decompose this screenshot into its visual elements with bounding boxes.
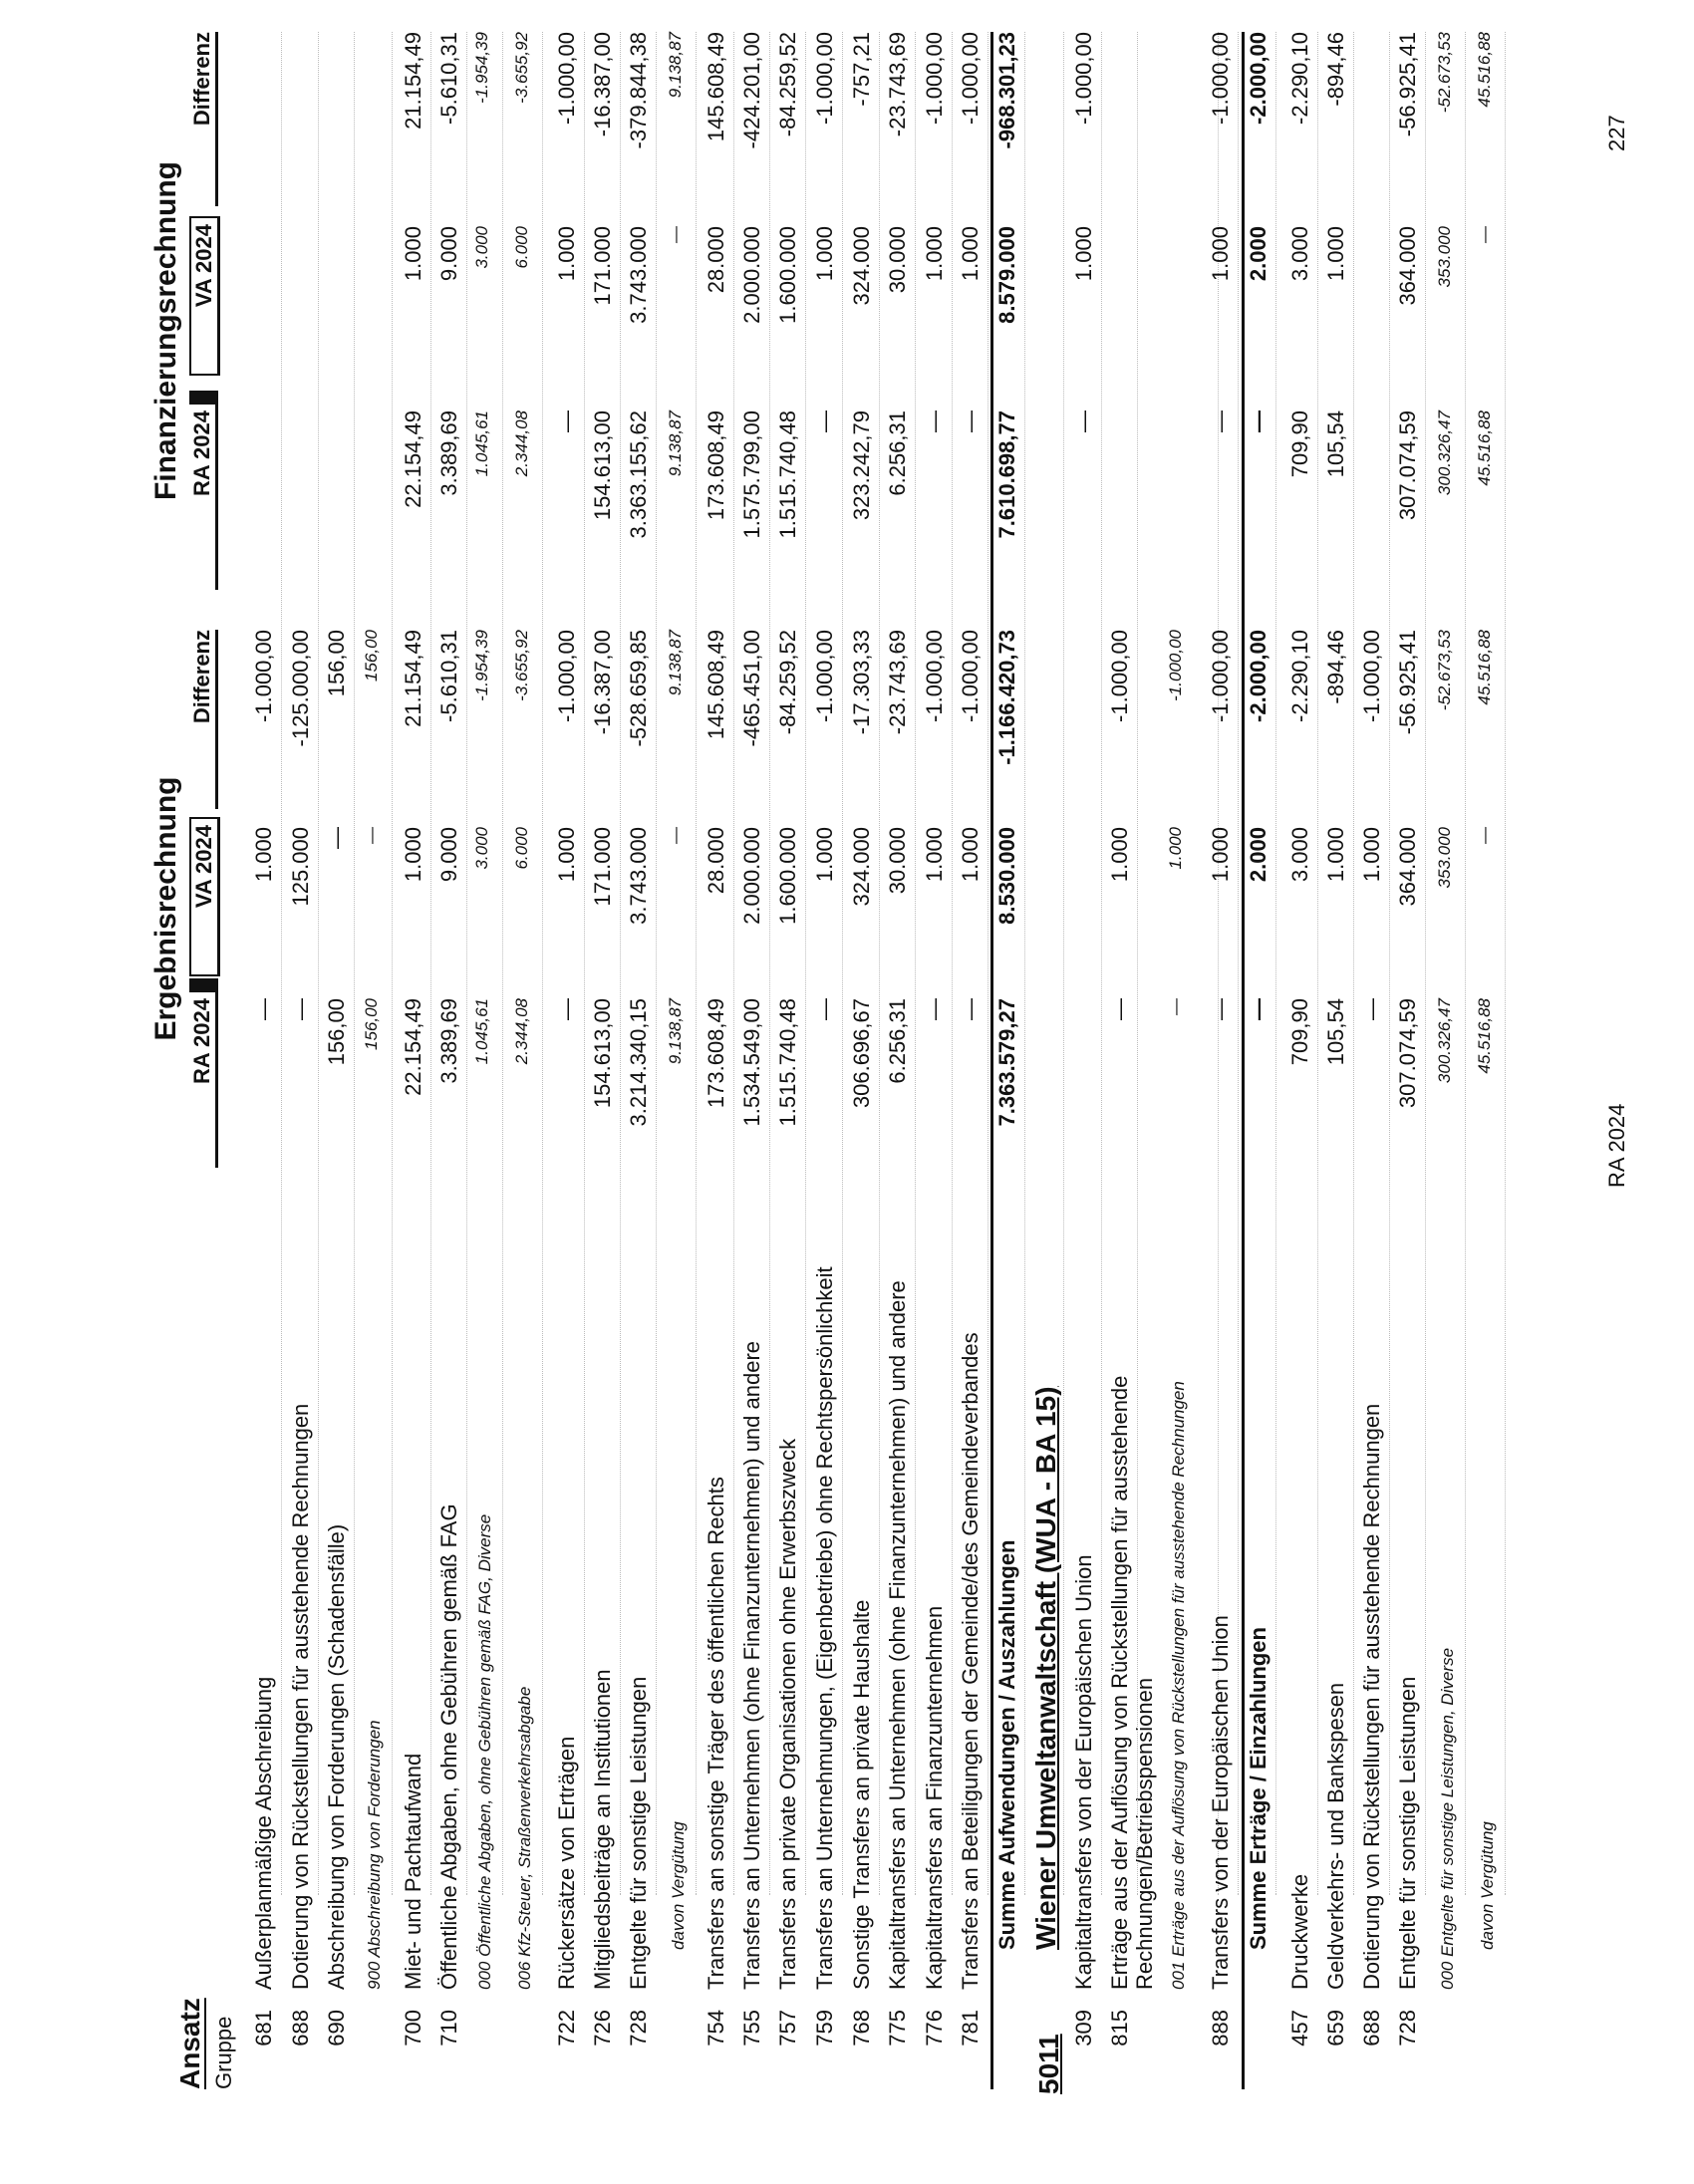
row-code: 690 [324, 2010, 349, 2047]
cell-f-diff: -894,46 [1323, 32, 1348, 107]
cell-e-ra: 1.534.549,00 [739, 998, 764, 1127]
cell-f-va: 171.000 [590, 226, 615, 306]
cell-f-va: 2.000.000 [739, 226, 764, 324]
cell-f-va: 1.000 [1208, 226, 1233, 282]
cell-e-diff: -1.166.420,73 [994, 630, 1019, 765]
finanzierungsrechnung-heading: Finanzierungsrechnung [149, 160, 182, 501]
row-code: 755 [739, 2010, 764, 2047]
row-code: 768 [849, 2010, 874, 2047]
row-code: 759 [812, 2010, 837, 2047]
cell-f-va: 6.000 [512, 226, 531, 269]
cell-f-va: 9.000 [436, 226, 461, 282]
cell-e-va: 171.000 [590, 827, 615, 907]
row-code: 776 [922, 2010, 947, 2047]
cell-f-va: 3.000 [472, 226, 491, 269]
cell-e-ra: — [1246, 998, 1270, 1020]
cell-e-ra: 154.613,00 [590, 998, 615, 1109]
row-rule [502, 32, 503, 1895]
cell-f-diff: -1.954,39 [472, 32, 491, 104]
row-label: davon Vergütung [669, 1821, 688, 1950]
row-rule [769, 32, 770, 1895]
cell-f-diff: -23.743,69 [885, 32, 910, 137]
ansatz-heading: Ansatz [174, 1998, 205, 2089]
row-rule [620, 32, 621, 1895]
row-label: davon Vergütung [1478, 1821, 1497, 1950]
cell-e-va: 1.000 [401, 827, 425, 883]
cell-f-ra: 307.074,59 [1395, 410, 1420, 521]
row-rule [466, 32, 467, 1895]
cell-f-va: 1.000 [401, 226, 425, 282]
row-code: 728 [626, 2010, 651, 2047]
cell-f-va: 1.000 [1071, 226, 1096, 282]
cell-e-diff: -1.000,00 [1208, 630, 1233, 722]
cell-f-va: 324.000 [849, 226, 874, 306]
cell-f-diff: -2.290,10 [1287, 32, 1312, 125]
cell-e-diff: -1.000,00 [1107, 630, 1132, 722]
cell-f-ra: 300.326,47 [1435, 410, 1454, 496]
cell-e-va: — [362, 827, 381, 844]
cell-e-va: — [1475, 827, 1494, 844]
cell-e-va: 125.000 [288, 827, 313, 907]
footer-report-label: RA 2024 [1604, 1103, 1629, 1188]
row-label: Mitgliedsbeiträge an Institutionen [590, 1669, 615, 1990]
cell-f-va: 1.000 [1323, 226, 1348, 282]
row-code: 757 [775, 2010, 800, 2047]
row-label: Kapitaltransfers an Unternehmen (ohne Finanzunternehmen) und andere [885, 1280, 910, 1990]
row-rule [584, 32, 585, 1895]
row-code: 754 [704, 2010, 728, 2047]
row-label: Druckwerke [1287, 1873, 1312, 1990]
row-code: 688 [1359, 2010, 1384, 2047]
row-label: Transfers an Unternehmen (ohne Finanzunternehmen) und andere [739, 1340, 764, 1990]
row-rule [318, 32, 319, 1895]
cell-f-ra: 1.045,61 [472, 410, 491, 477]
cell-f-diff: 145.608,49 [704, 32, 728, 142]
cell-f-ra: 1.575.799,00 [739, 410, 764, 539]
cell-e-va: 364.000 [1395, 827, 1420, 907]
cell-e-ra: — [554, 998, 579, 1020]
cell-f-diff: -1.000,00 [1071, 32, 1096, 125]
row-label: Rückersätze von Erträgen [554, 1736, 579, 1990]
cell-f-va: 28.000 [704, 226, 728, 294]
cell-e-va: 1.000 [958, 827, 983, 883]
cell-e-ra: 105,54 [1323, 998, 1348, 1066]
row-label: 001 Erträge aus der Auflösung von Rückstellungen für ausstehende Rechnungen [1169, 1381, 1188, 1990]
cell-e-ra: 709,90 [1287, 998, 1312, 1066]
cell-e-ra: — [288, 998, 313, 1020]
col-header-f-va: VA 2024 [189, 216, 220, 376]
cell-f-ra: 6.256,31 [885, 410, 910, 496]
cell-f-diff: -1.000,00 [1208, 32, 1233, 125]
cell-f-va: — [666, 226, 685, 243]
cell-e-diff: -1.000,00 [554, 630, 579, 722]
row-label: Kapitaltransfers von der Europäischen Union [1071, 1554, 1096, 1990]
cell-e-diff: -1.000,00 [251, 630, 276, 722]
cell-e-diff: -52.673,53 [1435, 630, 1454, 711]
cell-e-va: 1.000 [251, 827, 276, 883]
cell-f-ra: 154.613,00 [590, 410, 615, 521]
ergebnisrechnung-heading: Ergebnisrechnung [149, 776, 182, 1041]
row-code: 681 [251, 2010, 276, 2047]
cell-f-va: 1.000 [958, 226, 983, 282]
row-rule [354, 32, 355, 1895]
cell-e-diff: -16.387,00 [590, 630, 615, 735]
cell-f-ra: — [554, 410, 579, 432]
cell-e-ra: 1.045,61 [472, 998, 491, 1065]
row-rule [805, 32, 806, 1895]
row-label: Transfers an sonstige Träger des öffentlichen Rechts [704, 1477, 728, 1990]
cell-f-diff: -52.673,53 [1435, 32, 1454, 114]
cell-e-diff: 21.154,49 [401, 630, 425, 727]
cell-e-va: 2.000.000 [739, 827, 764, 925]
row-label: Dotierung von Rückstellungen für ausstehende Rechnungen [288, 1403, 313, 1990]
gruppe-label: Gruppe [211, 2016, 236, 2089]
cell-e-va: 2.000 [1246, 827, 1270, 883]
cell-e-va: 9.000 [436, 827, 461, 883]
cell-e-ra: 9.138,87 [666, 998, 685, 1065]
cell-e-va: 1.000 [1323, 827, 1348, 883]
cell-f-diff: -1.000,00 [922, 32, 947, 125]
cell-f-va: 2.000 [1246, 226, 1270, 282]
row-label: Öffentliche Abgaben, ohne Gebühren gemäß FAG [436, 1503, 461, 1990]
cell-e-diff: -528.659,85 [626, 630, 651, 747]
cell-e-va: 1.000 [1359, 827, 1384, 883]
cell-e-ra: — [251, 998, 276, 1020]
cell-f-va: 1.000 [812, 226, 837, 282]
col-header-e-ra: RA 2024 [189, 978, 218, 1168]
row-rule [952, 32, 953, 1895]
cell-f-ra: — [1246, 410, 1270, 432]
row-code: 781 [958, 2010, 983, 2047]
row-label: Summe Erträge / Einzahlungen [1246, 1627, 1270, 1950]
row-rule [1238, 32, 1239, 1895]
cell-e-va: 1.000 [1166, 827, 1185, 870]
cell-e-ra: 156,00 [362, 998, 381, 1050]
col-header-e-diff: Differenz [189, 630, 218, 809]
cell-e-va: 3.000 [1287, 827, 1312, 883]
cell-f-diff: 9.138,87 [666, 32, 685, 99]
cell-f-va: 1.000 [922, 226, 947, 282]
row-rule [1101, 32, 1102, 1895]
cell-f-va: 30.000 [885, 226, 910, 294]
row-code: 815 [1107, 2010, 1132, 2047]
row-rule [842, 32, 843, 1895]
cell-f-ra: 7.610.698,77 [994, 410, 1019, 539]
cell-f-diff: -757,21 [849, 32, 874, 107]
cell-f-diff: -84.259,52 [775, 32, 800, 137]
cell-e-diff: -1.000,00 [922, 630, 947, 722]
page-number: 227 [1604, 115, 1629, 151]
row-rule [542, 32, 543, 1895]
cell-e-diff: 145.608,49 [704, 630, 728, 740]
cell-f-ra: — [958, 410, 983, 432]
row-code: 309 [1071, 2010, 1096, 2047]
cell-e-ra: 1.515.740,48 [775, 998, 800, 1127]
row-rule [430, 32, 431, 1895]
row-rule [1389, 32, 1390, 1895]
cell-f-ra: 9.138,87 [666, 410, 685, 477]
cell-e-va: 1.600.000 [775, 827, 800, 925]
row-label: Transfers an Unternehmungen, (Eigenbetriebe) ohne Rechtspersönlichkeit [812, 1266, 837, 1990]
cell-e-va: 3.743.000 [626, 827, 651, 925]
cell-f-ra: — [922, 410, 947, 432]
cell-e-diff: -1.000,00 [1166, 630, 1185, 701]
cell-e-ra: 6.256,31 [885, 998, 910, 1084]
cell-f-ra: — [1071, 410, 1096, 432]
row-label: 000 Entgelte für sonstige Leistungen, Diverse [1438, 1647, 1457, 1990]
row-rule [281, 32, 282, 1895]
cell-e-ra: — [1107, 998, 1132, 1020]
cell-f-diff: -1.000,00 [554, 32, 579, 125]
cell-e-va: — [666, 827, 685, 844]
row-code: 457 [1287, 2010, 1312, 2047]
cell-f-va: 3.000 [1287, 226, 1312, 282]
cell-f-ra: 45.516,88 [1475, 410, 1494, 486]
cell-f-ra: 173.608,49 [704, 410, 728, 521]
row-label: Erträge aus der Auflösung von Rückstellungen für ausstehende Rechnungen/Betriebspensionen [1107, 1375, 1157, 1990]
row-rule [1353, 32, 1354, 1895]
cell-f-diff: -379.844,38 [626, 32, 651, 149]
row-label: Miet- und Pachtaufwand [401, 1753, 425, 1990]
cell-f-ra: 1.515.740,48 [775, 410, 800, 539]
cell-e-va: 1.000 [922, 827, 947, 883]
row-rule [696, 32, 697, 1895]
cell-e-va: — [324, 827, 349, 849]
cell-f-diff: -16.387,00 [590, 32, 615, 137]
row-rule [915, 32, 916, 1895]
row-code: 659 [1323, 2010, 1348, 2047]
cell-f-va: 1.000 [554, 226, 579, 282]
cell-e-ra: 156,00 [324, 998, 349, 1066]
row-rule [1024, 32, 1025, 1895]
cell-f-diff: -424.201,00 [739, 32, 764, 149]
cell-e-diff: -3.655,92 [512, 630, 531, 701]
cell-e-ra: 3.389,69 [436, 998, 461, 1084]
row-label: 000 Öffentliche Abgaben, ohne Gebühren gemäß FAG, Diverse [475, 1513, 494, 1990]
row-rule [1505, 32, 1506, 1895]
cell-f-diff: -1.000,00 [812, 32, 837, 125]
cell-f-ra: 3.389,69 [436, 410, 461, 496]
row-rule [1275, 32, 1276, 1895]
row-label: Außerplanmäßige Abschreibung [251, 1676, 276, 1990]
cell-e-diff: -17.303,33 [849, 630, 874, 735]
cell-e-ra: 2.344,08 [512, 998, 531, 1065]
cell-f-diff: -1.000,00 [958, 32, 983, 125]
row-rule [879, 32, 880, 1895]
cell-f-ra: — [1208, 410, 1233, 432]
row-code: 710 [436, 2010, 461, 2047]
cell-e-diff: -125.000,00 [288, 630, 313, 747]
cell-f-va: 353.000 [1435, 226, 1454, 288]
row-code: 728 [1395, 2010, 1420, 2047]
row-label: Geldverkehrs- und Bankspesen [1323, 1682, 1348, 1990]
row-rule [733, 32, 734, 1895]
cell-e-va: 1.000 [1208, 827, 1233, 883]
row-label: Entgelte für sonstige Leistungen [1395, 1676, 1420, 1990]
cell-e-diff: 45.516,88 [1475, 630, 1494, 705]
cell-e-diff: -1.954,39 [472, 630, 491, 701]
cell-e-ra: 7.363.579,27 [994, 998, 1019, 1127]
col-header-f-ra: RA 2024 [189, 391, 218, 590]
cell-e-va: 8.530.000 [994, 827, 1019, 925]
cell-e-diff: 156,00 [362, 630, 381, 682]
cell-e-ra: — [1208, 998, 1233, 1020]
cell-e-va: 1.000 [812, 827, 837, 883]
row-label: Sonstige Transfers an private Haushalte [849, 1599, 874, 1990]
cell-e-ra: — [958, 998, 983, 1020]
cell-f-diff: -3.655,92 [512, 32, 531, 104]
cell-f-va: 1.600.000 [775, 226, 800, 324]
row-label: Transfers an private Organisationen ohne Erwerbszweck [775, 1438, 800, 1990]
cell-f-diff: -968.301,23 [994, 32, 1019, 149]
cell-f-ra: 323.242,79 [849, 410, 874, 521]
row-label: 900 Abschreibung von Forderungen [365, 1720, 384, 1990]
cell-e-ra: — [1166, 998, 1185, 1015]
cell-f-diff: -56.925,41 [1395, 32, 1420, 137]
cell-e-ra: 173.608,49 [704, 998, 728, 1109]
cell-e-diff: -84.259,52 [775, 630, 800, 735]
cell-e-ra: 306.696,67 [849, 998, 874, 1109]
row-code: 5011 [1033, 2034, 1064, 2094]
row-code: 722 [554, 2010, 579, 2047]
cell-e-diff: -2.290,10 [1287, 630, 1312, 722]
row-rule [1465, 32, 1466, 1895]
cell-f-ra: 709,90 [1287, 410, 1312, 478]
row-code: 700 [401, 2010, 425, 2047]
cell-e-diff: 156,00 [324, 630, 349, 697]
cell-e-diff: -5.610,31 [436, 630, 461, 722]
row-label: 006 Kfz-Steuer, Straßenverkehrsabgabe [515, 1686, 534, 1990]
cell-e-va: 30.000 [885, 827, 910, 895]
cell-f-diff: -2.000,00 [1246, 32, 1270, 125]
row-rule [392, 32, 393, 1895]
row-label: Entgelte für sonstige Leistungen [626, 1676, 651, 1990]
cell-e-va: 1.000 [554, 827, 579, 883]
row-label: Transfers von der Europäischen Union [1208, 1615, 1233, 1990]
cell-f-diff: 21.154,49 [401, 32, 425, 130]
cell-f-ra: 3.363.155,62 [626, 410, 651, 539]
cell-e-ra: — [922, 998, 947, 1020]
row-code: 775 [885, 2010, 910, 2047]
cell-e-ra: — [812, 998, 837, 1020]
cell-e-diff: -2.000,00 [1246, 630, 1270, 722]
cell-f-va: 364.000 [1395, 226, 1420, 306]
col-header-f-diff: Differenz [189, 32, 218, 206]
row-label: Transfers an Beteiligungen der Gemeinde/des Gemeindeverbandes [958, 1332, 983, 1990]
summary-rule [990, 32, 993, 2089]
cell-e-diff: -56.925,41 [1395, 630, 1420, 735]
row-rule [656, 32, 657, 1895]
cell-e-ra: 45.516,88 [1475, 998, 1494, 1074]
row-rule [1317, 32, 1318, 1895]
row-rule [1137, 32, 1138, 1895]
cell-e-diff: -23.743,69 [885, 630, 910, 735]
cell-f-ra: 105,54 [1323, 410, 1348, 478]
cell-f-va: — [1475, 226, 1494, 243]
row-rule [1425, 32, 1426, 1895]
cell-f-diff: -5.610,31 [436, 32, 461, 125]
cell-e-diff: -465.451,00 [739, 630, 764, 747]
cell-e-diff: -894,46 [1323, 630, 1348, 704]
row-label: Dotierung von Rückstellungen für ausstehende Rechnungen [1359, 1403, 1384, 1990]
row-code: 726 [590, 2010, 615, 2047]
cell-f-ra: 2.344,08 [512, 410, 531, 477]
row-code: 888 [1208, 2010, 1233, 2047]
row-rule [1063, 32, 1064, 1895]
cell-e-va: 353.000 [1435, 827, 1454, 889]
cell-f-va: 3.743.000 [626, 226, 651, 324]
cell-f-ra: — [812, 410, 837, 432]
row-label: Kapitaltransfers an Finanzunternehmen [922, 1605, 947, 1990]
cell-f-ra: 22.154,49 [401, 410, 425, 508]
cell-f-diff: 45.516,88 [1475, 32, 1494, 108]
cell-e-va: 6.000 [512, 827, 531, 870]
col-header-e-va: VA 2024 [189, 817, 220, 976]
cell-e-va: 324.000 [849, 827, 874, 907]
cell-e-va: 1.000 [1107, 827, 1132, 883]
cell-e-ra: 22.154,49 [401, 998, 425, 1096]
cell-e-diff: 9.138,87 [666, 630, 685, 696]
cell-e-ra: 3.214.340,15 [626, 998, 651, 1127]
summary-rule [1242, 32, 1245, 2089]
cell-e-ra: 300.326,47 [1435, 998, 1454, 1084]
cell-e-va: 3.000 [472, 827, 491, 870]
row-label: Wiener Umweltanwaltschaft (WUA - BA 15) [1030, 1386, 1061, 1950]
cell-f-va: 8.579.000 [994, 226, 1019, 324]
row-code: 688 [288, 2010, 313, 2047]
row-label: Abschreibung von Forderungen (Schadensfälle) [324, 1523, 349, 1990]
cell-e-va: 28.000 [704, 827, 728, 895]
cell-e-ra: 307.074,59 [1395, 998, 1420, 1109]
cell-e-diff: -1.000,00 [812, 630, 837, 722]
cell-e-diff: -1.000,00 [1359, 630, 1384, 722]
cell-e-ra: — [1359, 998, 1384, 1020]
row-label: Summe Aufwendungen / Auszahlungen [994, 1539, 1019, 1950]
cell-e-diff: -1.000,00 [958, 630, 983, 722]
